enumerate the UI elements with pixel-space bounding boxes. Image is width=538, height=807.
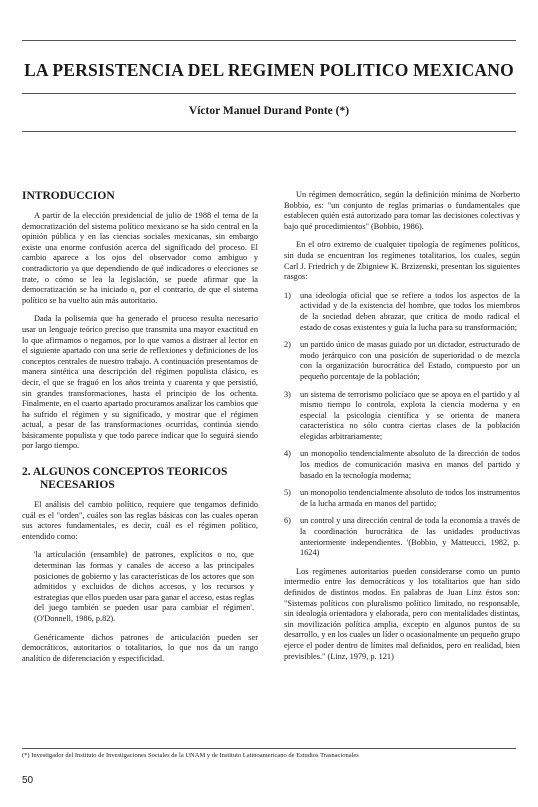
list-number: 6) bbox=[284, 516, 291, 526]
list-number: 1) bbox=[284, 290, 291, 300]
list-text: un sistema de terrorismo policíaco que se apoya en el partido y al mismo tiempo lo controla, explota la ciencia moderna y en especial la psicología científica y se orienta de manera característica no sólo contra ciertas clases de la población elegidas arbitrariamente; bbox=[300, 389, 520, 441]
list-number: 2) bbox=[284, 340, 291, 350]
author-rule bbox=[22, 131, 516, 132]
list-number: 3) bbox=[284, 389, 291, 399]
list-item bbox=[284, 340, 520, 382]
list-item bbox=[284, 291, 520, 333]
list-item bbox=[284, 488, 520, 509]
page-number: 50 bbox=[22, 775, 34, 786]
top-rule bbox=[22, 40, 516, 41]
section-heading-intro: INTRODUCCION bbox=[22, 190, 115, 202]
list-text: un control y una dirección central de toda la economía a través de la coordinación burocrática de las unidades productivas anteriormente independientes. '(Bobbio, y Matteucci, 1982, p. 1624) bbox=[300, 516, 520, 558]
list-text: un monopolio tendencialmente absoluto de todos los instrumentos de la lucha armada en manos del partido; bbox=[300, 488, 520, 508]
author-byline: Víctor Manuel Durand Ponte (*) bbox=[188, 105, 350, 117]
section-heading-line: 2. ALGUNOS CONCEPTOS TEORICOS bbox=[22, 466, 228, 479]
left-column bbox=[22, 190, 258, 672]
paragraph: Un régimen democrático, según la definición mínima de Norberto Bobbio, es: "un conjunto de reglas primarias o fundamentales que establecen quién está autorizado para tomar las decisiones colectivas y bajo qué procedimientos" (Bobbio, 1986). bbox=[284, 190, 520, 231]
paragraph: En el otro extremo de cualquier tipología de regímenes políticos, sin duda se encuentran los regímenes totalitarios, los cuales, según Carl J. Friedrich y de Zbigniew K. Brzizenski, presentan los siguientes rasgos: bbox=[284, 240, 520, 282]
section-heading-concepts bbox=[22, 466, 258, 492]
paragraph: A partir de la elección presidencial de julio de 1988 el tema de la democratización del sistema político mexicano se ha sido central en la opinión pública y en las ciencias sociales mexicanas, sin embargo existe una enorme confusión acerca del significado del proceso. El cambio aparece a los ojos del observador como ambiguo y contradictorio ya que dependiendo de qué indicadores o elecciones se trate, o cómo se lea la legislación, se puede afirmar que la democratización se ha iniciado o, por el contrario, de que el sistema político se ha vuelto aún más autoritario. bbox=[22, 211, 258, 305]
paragraph: Los regímenes autoritarios pueden considerarse como un punto intermedio entre los democráticos y los totalitarios que han sido definidos de distintos modos. En palabras de Juan Linz éstos son: "Sistemas políticos con pluralismo político limitado, no responsable, sin ideología orientadora y elaborada, pero con mentalidades distintas, sin movilización política amplia, excepto en algunos puntos de su desarrollo, y en los cuales un líder o ocasionalmente un pequeño grupo ejerce el poder dentro de límites mal definidos, pero en realidad, bien previsibles." (Linz, 1979, p. 121) bbox=[284, 566, 520, 661]
list-text: un monopolio tendencialmente absoluto de la dirección de todos los medios de comunicación masiva en manos del partido y basado en la tecnología moderna; bbox=[300, 449, 520, 480]
right-column bbox=[284, 190, 520, 670]
title-rule bbox=[22, 93, 516, 94]
paragraph: Genéricamente dichos patrones de articulación pueden ser democráticos, autoritarios o totalitarios, lo que nos da un rango analítico de diferenciación y especificidad. bbox=[22, 632, 258, 663]
list-text: un partido único de masas guiado por un dictador, estructurado de modo jerárquico con una posición de superioridad o de mezcla con la organización burocrática del Estado, compuesto por un pequeño porcentaje de la población; bbox=[300, 340, 520, 381]
list-item bbox=[284, 449, 520, 481]
paragraph: El análisis del cambio político, requiere que tengamos definido cuál es el "orden", cuáles son las reglas básicas con las cuales operan sus actores fundamentales, es decir, cuál es el régimen político, entendido como: bbox=[22, 500, 258, 541]
article-title: LA PERSISTENCIA DEL REGIMEN POLITICO MEXICANO bbox=[24, 60, 514, 80]
list-text: una ideología oficial que se refiere a todos los aspectos de la actividad y de la existencia del hombre, que todos los miembros de la sociedad deben abrazar, que critica de modo radical el estado de cosas existentes y guía la lucha para su transformación; bbox=[300, 290, 520, 332]
totalitarian-traits-list bbox=[284, 291, 520, 559]
list-number: 5) bbox=[284, 488, 291, 498]
list-item bbox=[284, 390, 520, 443]
section-heading-line: NECESARIOS bbox=[40, 479, 115, 492]
footnote-rule bbox=[22, 748, 516, 749]
block-quote: 'la articulación (ensamble) de patrones, explícitos o no, que determinan las formas y canales de acceso a las principales posiciones de gobierno y las características de los actores que son admitidos y excluidos de dichos accesos, y los recursos y estrategias que ellos pueden usar para ganar el acceso, estas reglas del juego también se pueden usar para cambiar el régimen'. (O'Donnell, 1986, p.82). bbox=[34, 550, 254, 623]
list-number: 4) bbox=[284, 449, 291, 459]
list-item bbox=[284, 516, 520, 558]
paragraph: Dada la polisemia que ha generado el proceso resulta necesario usar un lenguaje teórico preciso que transmita una mayor exactitud en lo que afirmamos o negamos, por lo que vamos a distraer al lector en el siguiente apartado con una serie de reflexiones y definiciones de los conceptos centrales de nuestro trabajo. A continuación presentamos de manera sintética una descripción del régimen populista clásico, es decir, el que se fraguó en los años treinta y cuarenta y que persistió, sin grandes transformaciones, hasta el principio de los ochenta. Finalmente, en el cuarto apartado procuramos analizar los cambios que ha sufrido el régimen y su significado, y mostrar que el régimen actual, a pesar de las transformaciones ocurridas, continúa siendo básicamente populista y que todo parece indicar que lo seguirá siendo por largo tiempo. bbox=[22, 314, 258, 451]
footnote: (*) Investigador del Instituto de Investigaciones Sociales de la UNAM y de Instituto Latinoamericano de Estudios Trasnacionales bbox=[22, 752, 359, 759]
